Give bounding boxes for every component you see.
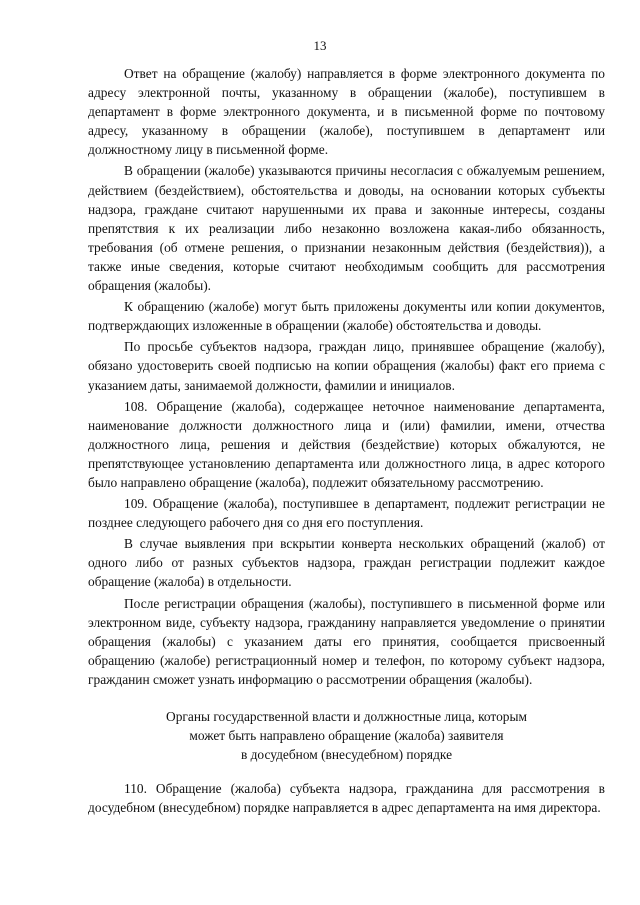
paragraph-attachments: К обращению (жалобе) могут быть приложены документы или копии документов, подтверждающих изложенные в обращении (жалобе) обстоятельства и доводы.: [88, 299, 605, 334]
final-section: [88, 779, 605, 817]
paragraph-110: 110. Обращение (жалоба) субъекта надзора, гражданина для рассмотрения в досудебном (внесудебном) порядке направляется в адрес департамента на имя директора.: [88, 781, 605, 816]
page-number: 13: [313, 38, 327, 53]
paragraph-registration-notice: После регистрации обращения (жалобы), поступившего в письменной форме или электронном виде, субъекту надзора, гражданину направляется уведомление о принятии обращения (жалобы) с указанием даты его принятия, сообщается присвоенный обращению (жалобе) регистрационный номер и телефон, по которому субъект надзора, гражданин сможет узнать информацию о рассмотрении обращения (жалобы).: [88, 595, 605, 687]
section-heading-line: Органы государственной власти и должностные лица, которым: [166, 709, 527, 724]
document-body: [88, 64, 605, 689]
section-heading-line: может быть направлено обращение (жалоба) заявителя: [189, 728, 504, 743]
paragraph-109: 109. Обращение (жалоба), поступившее в департамент, подлежит регистрации не позднее следующего рабочего дня со дня его поступления.: [88, 496, 605, 531]
paragraph-multiple-complaints: В случае выявления при вскрытии конверта нескольких обращений (жалоб) от одного либо от разных субъектов надзора, граждан регистрации подлежит каждое обращение (жалоба) в отдельности.: [88, 536, 605, 590]
paragraph-response-delivery: Ответ на обращение (жалобу) направляется в форме электронного документа по адресу электронной почты, указанному в обращении (жалобе), поступившем в департамент в форме электронного документа, и в письменной форме по почтовому адресу, указанному в обращении (жалобе), поступившем в департамент или должностному лицу в письменной форме.: [88, 66, 605, 158]
paragraph-copy-certification: По просьбе субъектов надзора, граждан лицо, принявшее обращение (жалобу), обязано удостоверить своей подписью на копии обращения (жалобы) факт его приема с указанием даты, занимаемой должности, фамилии и инициалов.: [88, 339, 605, 393]
section-heading-line: в досудебном (внесудебном) порядке: [240, 747, 453, 762]
section-heading: [88, 707, 605, 764]
paragraph-108: 108. Обращение (жалоба), содержащее неточное наименование департамента, наименование должности должностного лица и (или) фамилии, имени, отчества должностного лица, решения и действия (бездействие) которых обжалуются, не препятствующее установлению департамента или должностного лица, в адрес которого было направлено обращение (жалоба), подлежит обязательному рассмотрению.: [88, 398, 605, 490]
paragraph-complaint-contents: В обращении (жалобе) указываются причины несогласия с обжалуемым решением, действием (бездействием), обстоятельства и доводы, на основании которых субъекты надзора, граждане считают нарушенными их права и законные интересы, созданы препятствия к их реализации либо незаконно возложена какая-либо обязанность, требования (об отмене решения, о признании незаконным действия (бездействия)), а также иные сведения, которые считают необходимым сообщить для рассмотрения обращения (жалобы).: [88, 163, 605, 294]
